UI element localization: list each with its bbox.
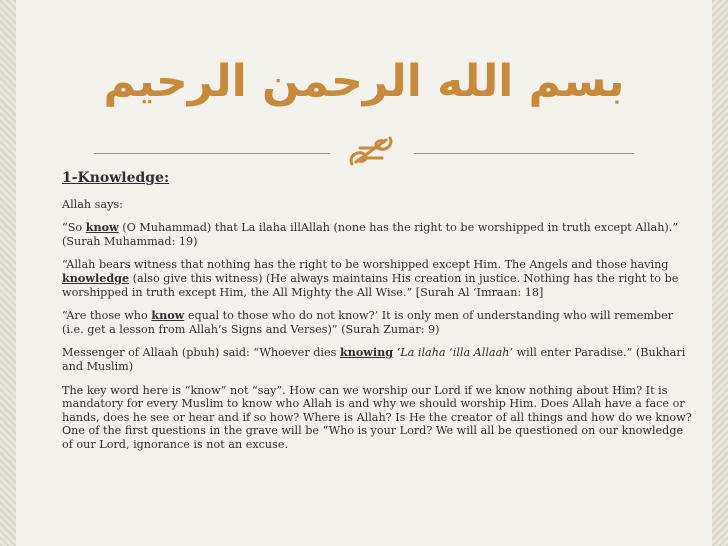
p2-before: “Allah bears witness that nothing has the right to be worshipped except Him. The Angels and those having bbox=[62, 258, 669, 272]
p3-keyword: know bbox=[151, 308, 185, 323]
key-word-paragraph: The key word here is “know” not “say”. How can we worship our Lord if we know nothing about Him? It is mandatory for every Muslim to know who Allah is and why we should worship Him. Does Allah have a face or hands, does he see or hear and if so how? Where is Allah? Is He the creator of all things and how do we know? One of the first questions in the grave will be “Who is your Lord? We will all be questioned on our knowledge of our Lord, ignorance is not an excuse. bbox=[62, 383, 692, 451]
right-border-pattern bbox=[712, 0, 728, 546]
quote-surah-al-imraan bbox=[62, 258, 692, 299]
left-border-pattern bbox=[0, 0, 16, 546]
p4-after: will enter Paradise.” (Bukhari and Muslim) bbox=[62, 346, 686, 373]
p4-italic: ‘La ilaha ‘illa Allaah’ bbox=[396, 346, 514, 360]
p2-keyword: knowledge bbox=[62, 270, 130, 285]
scroll-ornament-icon bbox=[346, 134, 396, 168]
hadith-quote bbox=[62, 346, 692, 373]
intro-text: Allah says: bbox=[62, 197, 123, 211]
content-body bbox=[62, 172, 692, 462]
divider-right bbox=[414, 153, 634, 154]
quote-surah-muhammad bbox=[62, 221, 692, 248]
divider-left bbox=[94, 153, 330, 154]
quote-surah-zumar bbox=[62, 309, 692, 336]
p1-keyword: know bbox=[85, 220, 119, 235]
p4-before: Messenger of Allaah (pbuh) said: “Whoever dies bbox=[62, 346, 340, 360]
p4-keyword: knowing bbox=[339, 345, 394, 360]
arabic-title: بسم الله الرحمن الرحيم bbox=[103, 56, 625, 107]
section-heading: 1-Knowledge: bbox=[62, 170, 170, 186]
p1-after: (O Muhammad) that La ilaha illAllah (none has the right to be worshipped in truth except Allah).” (Surah Muhammad: 19) bbox=[62, 221, 679, 248]
slide bbox=[16, 0, 712, 546]
p3-before: “Are those who bbox=[62, 309, 152, 323]
p2-after: (also give this witness) (He always maintains His creation in justice. Nothing has the right to be worshipped in truth except Him, the All Mighty the All Wise.” [Surah Al ‘Imraan: 18] bbox=[62, 271, 679, 299]
p3-after: equal to those who do not know?’ It is only men of understanding who will remember (i.e. get a lesson from Allah’s Signs and Verses)” (Surah Zumar: 9) bbox=[62, 309, 674, 336]
p1-before: “So bbox=[62, 221, 86, 235]
